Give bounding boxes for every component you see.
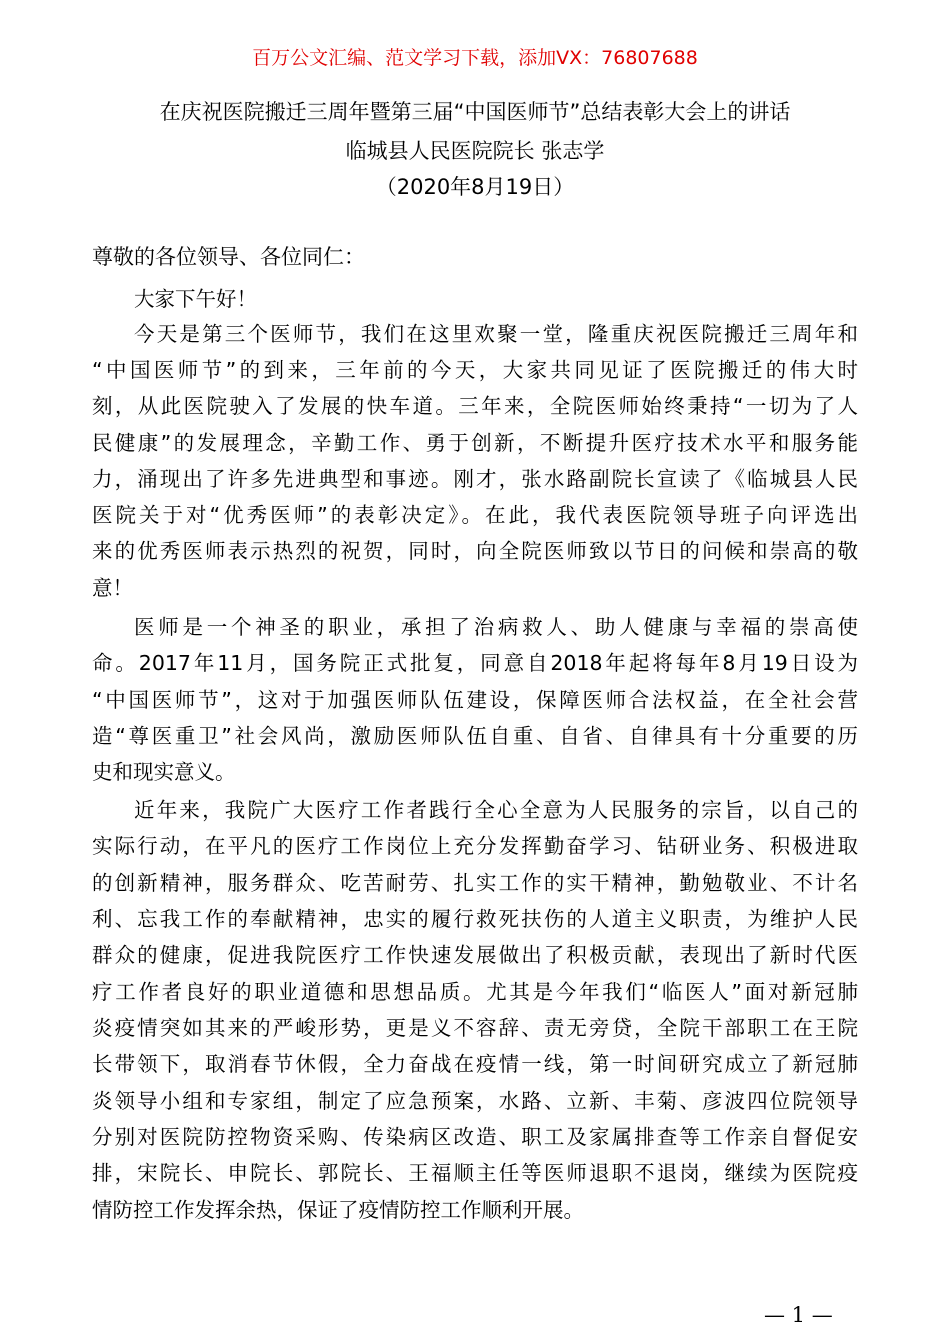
page-number: — 1 — (764, 1303, 833, 1327)
greeting: 大家下午好！ (134, 287, 257, 311)
body-line: 利、忘我工作的奉献精神，忠实的履行救死扶伤的人道主义职责，为维护人民 (92, 907, 858, 931)
body-line: 史和现实意义。 (92, 760, 236, 784)
body-line: 炎疫情突如其来的严峻形势，更是义不容辞、责无旁贷，全院干部职工在王院 (92, 1016, 858, 1040)
body-line: 分别对医院防控物资采购、传染病区改造、职工及家属排查等工作亲自督促安 (92, 1125, 858, 1149)
body-line: 命。2017年11月，国务院正式批复，同意自2018年起将每年8月19日设为 (92, 651, 858, 675)
speech-date: （2020年8月19日） (375, 175, 575, 199)
body-line: 排，宋院长、申院长、郭院长、王福顺主任等医师退职不退岗，继续为医院疫 (92, 1161, 858, 1185)
body-line: 刻，从此医院驶入了发展的快车道。三年来，全院医师始终秉持“一切为了人 (92, 394, 858, 418)
body-line: 力，涌现出了许多先进典型和事迹。刚才，张水路副院长宣读了《临城县人民 (92, 467, 858, 491)
body-line: 医师是一个神圣的职业，承担了治病救人、助人健康与幸福的崇高使 (134, 615, 858, 639)
body-line: 今天是第三个医师节，我们在这里欢聚一堂，隆重庆祝医院搬迁三周年和 (134, 322, 858, 346)
body-line: 群众的健康，促进我院医疗工作快速发展做出了积极贡献，表现出了新时代医 (92, 943, 858, 967)
salutation: 尊敬的各位领导、各位同仁： (92, 245, 365, 269)
body-line: 长带领下，取消春节休假，全力奋战在疫情一线，第一时间研究成立了新冠肺 (92, 1052, 858, 1076)
watermark-banner: 百万公文汇编、范文学习下载，添加VX：76807688 (252, 47, 698, 69)
speaker-line: 临城县人民医院院长 张志学 (345, 139, 605, 163)
body-line: 炎领导小组和专家组，制定了应急预案，水路、立新、丰菊、彦波四位院领导 (92, 1089, 858, 1113)
body-line: 疗工作者良好的职业道德和思想品质。尤其是今年我们“临医人”面对新冠肺 (92, 980, 858, 1004)
body-line: “中国医师节”，这对于加强医师队伍建设，保障医师合法权益，在全社会营 (92, 688, 858, 712)
body-line: 实际行动，在平凡的医疗工作岗位上充分发挥勤奋学习、钻研业务、积极进取 (92, 834, 858, 858)
body-line: 来的优秀医师表示热烈的祝贺，同时，向全院医师致以节日的问候和崇高的敬 (92, 539, 858, 563)
body-line: “中国医师节”的到来，三年前的今天，大家共同见证了医院搬迁的伟大时 (92, 358, 858, 382)
body-line: 近年来，我院广大医疗工作者践行全心全意为人民服务的宗旨，以自己的 (134, 798, 858, 822)
body-line: 情防控工作发挥余热，保证了疫情防控工作顺利开展。 (92, 1198, 584, 1222)
body-line: 民健康”的发展理念，辛勤工作、勇于创新，不断提升医疗技术水平和服务能 (92, 431, 858, 455)
body-line: 的创新精神，服务群众、吃苦耐劳、扎实工作的实干精神，勤勉敬业、不计名 (92, 871, 858, 895)
body-line: 医院关于对“优秀医师”的表彰决定》。在此，我代表医院领导班子向评选出 (92, 503, 858, 527)
body-line: 意！ (92, 576, 133, 600)
document-title: 在庆祝医院搬迁三周年暨第三届“中国医师节”总结表彰大会上的讲话 (159, 100, 791, 124)
body-line: 造“尊医重卫”社会风尚，激励医师队伍自重、自省、自律具有十分重要的历 (92, 724, 858, 748)
